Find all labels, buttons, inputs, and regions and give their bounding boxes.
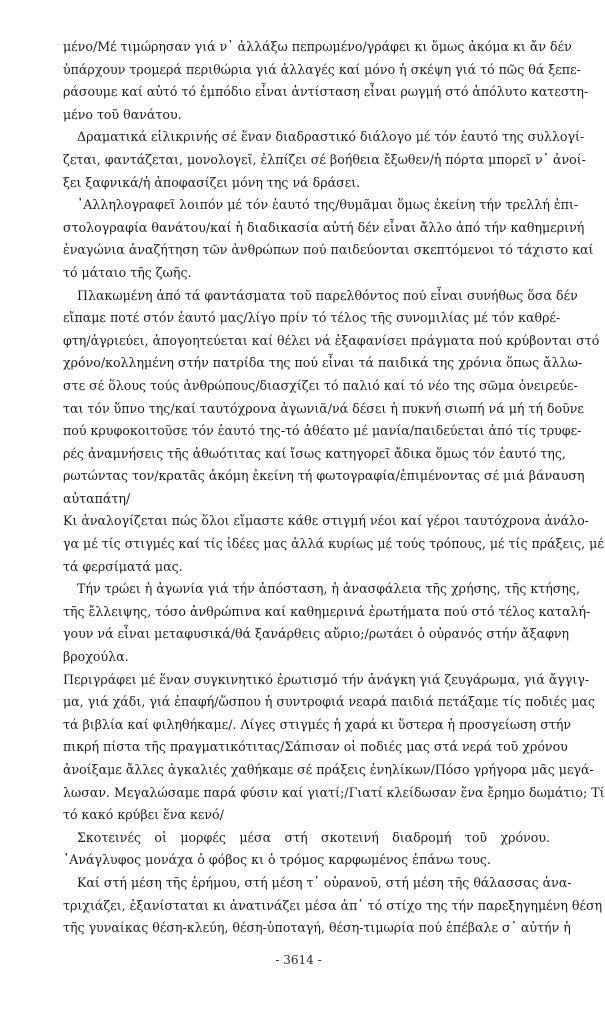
- text-line: Σκοτεινές οἱ μορφές μέσα στή σκοτεινή διαδρομή τοῦ χρόνου.: [77, 829, 550, 845]
- text-line: αὐταπάτη/: [63, 490, 131, 506]
- text-line: ρές ἀναμνήσεις τῆς ἀθωότιτας καί ἴσως κατηγορεῖ ἄδικα ὅμως τόν ἑαυτό της,: [63, 445, 566, 461]
- text-line: ὑπάρχουν τρομερά περιθώρια γιά ἀλλαγές καί μόνο ἡ σκέψη γιά τό πῶς θά ξεπε-: [63, 61, 581, 77]
- text-line: ράσουμε καί αὐτό τό ἐμπόδιο εἶναι ἀντίσταση εἶναι ρωγμή στό ἀπόλυτο κατεστη-: [63, 84, 589, 100]
- text-line: ρωτώντας τον/κρατᾶς ἀκόμη ἐκείνη τή φωτογραφία/ἐπιμένοντας σέ μιά βάναυση: [63, 468, 585, 484]
- text-line: μένο τοῦ θανάτου.: [63, 106, 182, 122]
- text-line: τῆς γυναίκας θέση-κλεύη, θέση-ὑποταγή, θέση-τιμωρία πού ἐπέβαλε σ᾽ αὐτήν ἡ: [63, 920, 571, 936]
- text-line: ᾽Αλληλογραφεῖ λοιπόν μέ τόν ἑαυτό της/θυμᾶμαι ὅμως ἐκείνη τήν τρελλή ἐπι-: [77, 197, 579, 213]
- text-line: τῆς ἔλλειψης, τόσο ἀνθρώπινα καί καθημερινά ἐρωτήματα πού στό τέλος καταλή-: [63, 603, 591, 619]
- text-line: βροχούλα.: [63, 649, 129, 665]
- text-line: τά φερσίματά μας.: [63, 558, 183, 574]
- text-line: γα μέ τίς στιγμές καί τίς ἰδέες μας ἀλλά κυρίως μέ τούς τρόπους, μέ τίς πράξεις, μέ: [63, 536, 604, 552]
- text-line: μένο/Μέ τιμώρησαν γιά ν᾽ ἀλλάξω πεπρωμένο/γράφει κι ὅμως ἀκόμα κι ἄν δέν: [63, 39, 572, 54]
- paragraph: [63, 194, 594, 284]
- text-line: ται τόν ὕπνο της/καί ταυτόχρονα ἀγωνιᾶ/νά δέσει ἡ πυκνή σιωπή νά μή τή δοῦνε: [63, 400, 584, 416]
- paragraph: [63, 126, 586, 194]
- text-line: στολογραφία θανάτου/καί ἡ διαδικασία αὐτή δέν εἶναι ἄλλο ἀπό τήν καθημερινή: [63, 219, 585, 235]
- text-line: Καί στή μέση τῆς ἐρήμου, στή μέση τ᾽ οὐρανοῦ, στή μέση τῆς θάλασσας ἀνα-: [77, 874, 572, 890]
- text-line: ἀνοίξαμε ἄλλες ἀγκαλιές χαθήκαμε σέ πράξεις ἐνηλίκων/Πόσο γρήγορα μᾶς μεγά-: [63, 762, 594, 777]
- text-line: χρόνο/κολλημένη στήν πατρίδα της πού εἶναι τά παιδικά της χρόνια ὅπως ἄλλω-: [63, 355, 583, 371]
- paragraph: [63, 578, 591, 668]
- paragraph: [63, 669, 605, 827]
- paragraph: [63, 510, 604, 578]
- text-line: πικρή πίστα τῆς πραγματικότιτας/Σάπισαν οἱ ποδιές μας στά νερά τοῦ χρόνου: [63, 739, 568, 755]
- text-line: ξει ξαφνικά/ἡ ἀποφασίζει μόνη της νά δράσει.: [63, 174, 361, 190]
- text-line: ζεται, φαντάζεται, μονολογεῖ, ἐλπίζει σέ βοήθεια ἔξωθεν/ἡ πόρτα μπορεῖ ν᾽ ἀνοί-: [63, 151, 586, 167]
- text-line: στε σέ ὅλους τούς ἀνθρώπους/διασχίζει τό παλιό καί τό νέο της σῶμα ὀνειρεύε-: [63, 377, 578, 393]
- text-line: Περιγράφει μέ ἕναν συγκινητικό ἐρωτισμό τήν ἀνάγκη γιά ζευγάρωμα, γιά ἄγγιγ-: [63, 671, 590, 687]
- text-line: τό κακό κρύβει ἕνα κενό/: [63, 807, 224, 823]
- text-line: Κι ἀναλογίζεται πώς ὅλοι εἴμαστε κάθε στιγμή νέοι καί γέροι ταυτόχρονα ἀνάλο-: [63, 513, 589, 529]
- text-line: μα, γιά χάδι, γιά ἐπαφή/ὥσπου ἡ συντροφιά νεαρά παιδιά πετάξαμε τίς ποδιές μας: [63, 694, 595, 710]
- page-number: - 3614 -: [275, 953, 322, 967]
- text-line: ἐναγώνια ἀναζήτηση τῶν ἀνθρώπων πού παιδεύονται σκεπτόμενοι τό τάχιστο καί: [63, 242, 594, 258]
- paragraph: [63, 285, 600, 511]
- text-line: τό μάταιο τῆς ζωῆς.: [63, 264, 192, 280]
- text-line: γουν νά εἶναι μεταφυσικά/θά ξανάρθεις αὔριο;/ρωτάει ὁ οὐρανός στήν ἄξαφνη: [63, 626, 570, 642]
- text-line: λωσαν. Μεγαλώσαμε παρά φύσιν καί γιατί;/Γιατί κλείδωσαν ἕνα ἔρημο δωμάτιο; Τί: [63, 784, 605, 800]
- text-line: πού κρυφοκοιτοῦσε τόν ἑαυτό της-τό ἀθέατο μέ μανία/παιδεύεται ἀπό τίς τρυφε-: [63, 423, 582, 439]
- paragraph: [63, 36, 589, 126]
- text-line: εἴπαμε ποτέ στόν ἑαυτό μας/λίγο πρίν τό τέλος τῆς συνομιλίας μέ τόν καθρέ-: [63, 310, 561, 326]
- document-body: [63, 36, 605, 940]
- text-line: Πλακωμένη ἀπό τά φαντάσματα τοῦ παρελθόντος πού εἶναι συνήθως ὅσα δέν: [77, 287, 578, 303]
- text-line: τριχιάζει, ἐξανίσταται κι ἀνατινάζει μέσα ἀπ᾽ τό στίχο της τήν παρεξηγημένη θέση: [63, 897, 603, 913]
- text-line: ᾽Ανάγλυφος μονάχα ὁ φόβος κι ὁ τρόμος καρφωμένος ἐπάνω τους.: [63, 852, 491, 868]
- text-line: Τήν τρώει ἡ ἀγωνία γιά τήν ἀπόσταση, ἡ ἀνασφάλεια τῆς χρήσης, τῆς κτήσης,: [77, 581, 580, 597]
- text-line: τά βιβλία καί φιληθήκαμε/. Λίγες στιγμές ἡ χαρά κι ὕστερα ἡ προσγείωση στήν: [63, 716, 572, 732]
- paragraph: [63, 872, 603, 940]
- paragraph: [63, 827, 550, 872]
- text-line: Δραματικά εἰλικρινής σέ ἕναν διαδραστικό διάλογο μέ τόν ἑαυτό της συλλογί-: [77, 129, 585, 145]
- text-line: φτη/ἀγριεύει, ἀπογοητεύεται καί θέλει νά ἐξαφανίσει πράγματα πού κρύβονται στό: [63, 332, 600, 348]
